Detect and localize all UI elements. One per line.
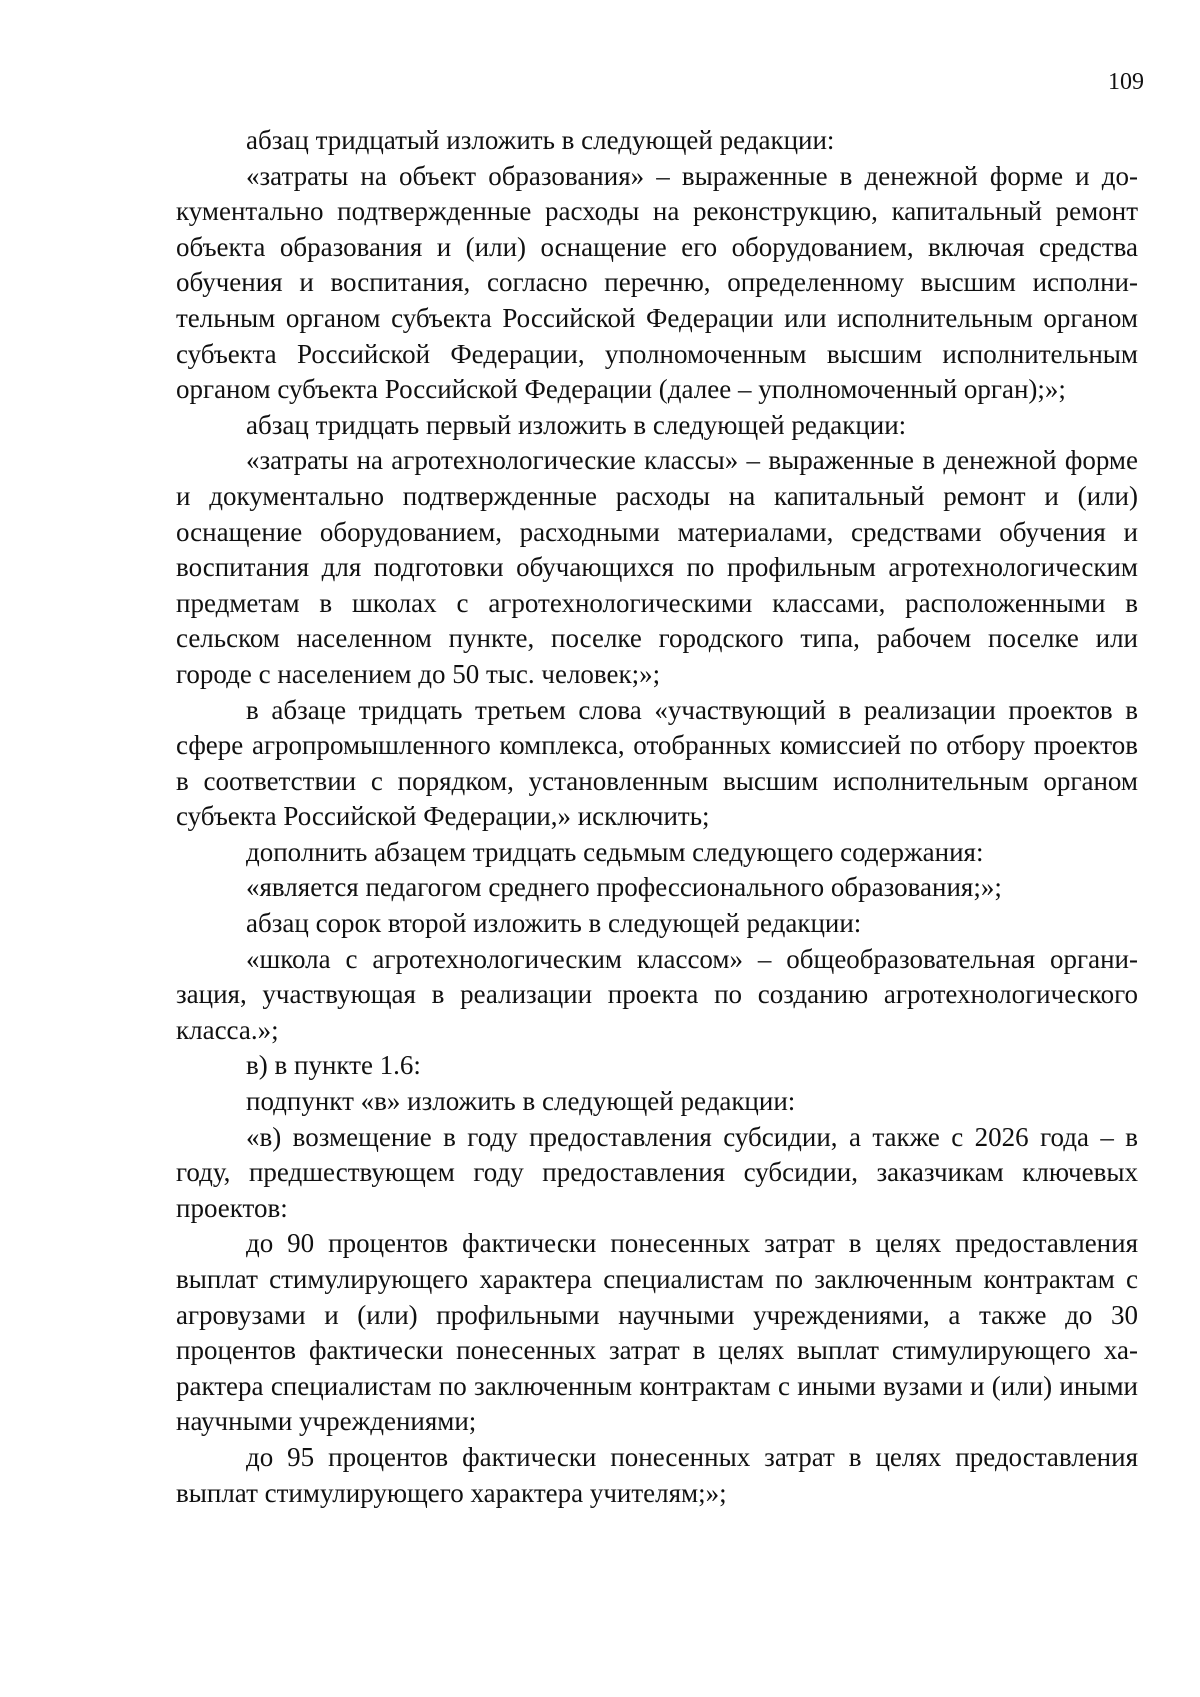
paragraph-4: «затраты на агротехнологические классы» – выраженные в денежной форме и документально подтвержденные расходы на капитальный ремонт и (или) оснащение оборудованием, расходными материалами, средствами обучения и воспитания для подготовки обучающихся по профильным агротехнологическим предметам в школах с агротехнологическими классами, расположенными в сельском населенном пункте, поселке городского типа, рабочем поселке или городе с населением до 50 тыс. человек;»;	[176, 445, 1138, 689]
paragraph-3: абзац тридцать первый изложить в следующей редакции:	[246, 409, 907, 440]
paragraph-9: «школа с агротехнологическим классом» – общеобразовательная организация, участвующая в реализации проекта по созданию агротехнологического класса.»;	[176, 943, 1138, 1045]
page-number: 109	[1108, 69, 1144, 95]
paragraph-5: в абзаце тридцать третьем слова «участвующий в реализации проектов в сфере агропромышленного комплекса, отобранных комиссией по отбору проектов в соответствии с порядком, установленным высшим исполнительным органом субъекта Российской Федерации,» исключить;	[176, 694, 1138, 832]
document-body	[176, 123, 1138, 1511]
paragraph-12: «в) возмещение в году предоставления субсидии, а также с 2026 года – в году, предшествующем году предоставления субсидии, заказчикам ключевых проектов:	[176, 1121, 1138, 1223]
paragraph-13: до 90 процентов фактически понесенных затрат в целях предоставления выплат стимулирующего характера специалистам по заключенным контрактам с агровузами и (или) профильными научными учреждениями, а также до 30 процентов фактически понесенных затрат в целях выплат стимулирующего характера специалистам по заключенным контрактам с иными вузами и (или) иными научными учреждениями;	[176, 1228, 1138, 1437]
paragraph-14: до 95 процентов фактически понесенных затрат в целях предоставления выплат стимулирующего характера учителям;»;	[176, 1441, 1138, 1508]
paragraph-1: абзац тридцатый изложить в следующей редакции:	[246, 125, 835, 155]
paragraph-8: абзац сорок второй изложить в следующей редакции:	[246, 908, 862, 939]
paragraph-7: «является педагогом среднего профессионального образования;»;	[246, 872, 1002, 903]
paragraph-6: дополнить абзацем тридцать седьмым следующего содержания:	[246, 836, 984, 867]
paragraph-11: подпункт «в» изложить в следующей редакции:	[246, 1086, 796, 1117]
paragraph-2: «затраты на объект образования» – выраженные в денежной форме и документально подтвержденные расходы на реконструкцию, капитальный ремонт объекта образования и (или) оснащение его оборудованием, включая средства обучения и воспитания, согласно перечню, определенному высшим исполнительным органом субъекта Российской Федерации или исполнительным органом субъекта Российской Федерации, уполномоченным высшим исполнительным органом субъекта Российской Федерации (далее – уполномоченный орган);»;	[176, 160, 1138, 405]
paragraph-10: в) в пункте 1.6:	[246, 1050, 421, 1081]
